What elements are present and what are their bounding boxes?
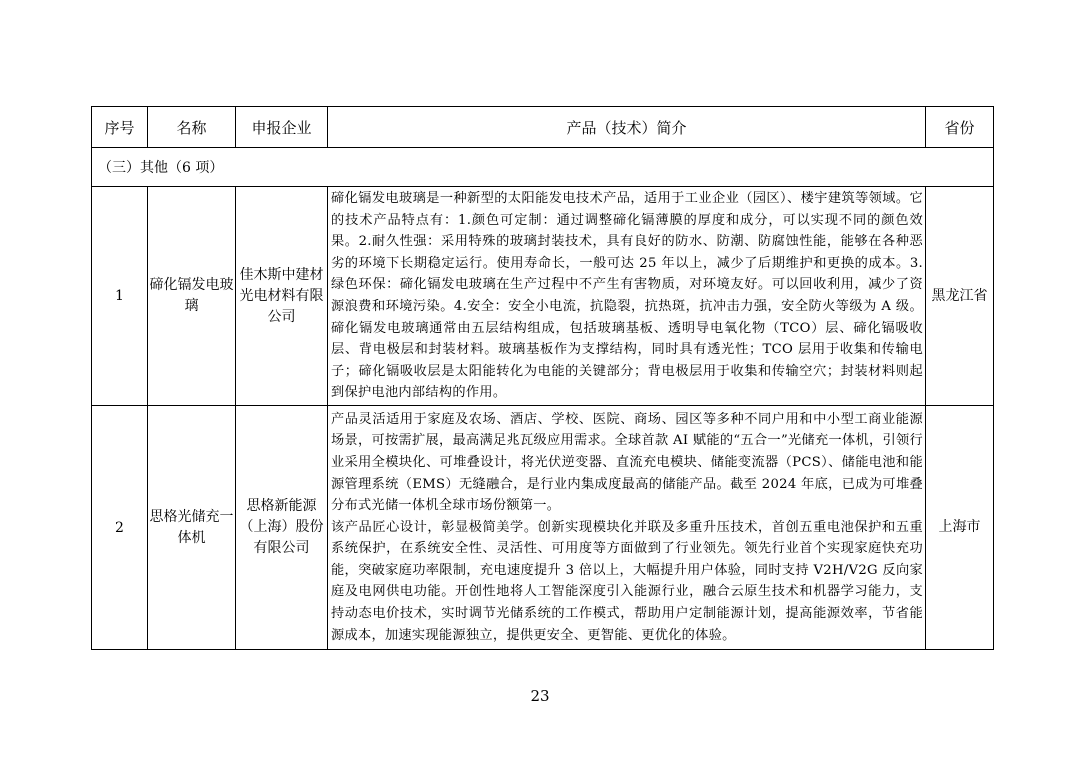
section-title: （三）其他（6 项） (92, 148, 994, 187)
province: 黑龙江省 (926, 187, 994, 406)
product-table (91, 106, 994, 650)
row-number: 2 (92, 406, 148, 650)
header-description: 产品（技术）简介 (328, 107, 926, 148)
company-name: 思格新能源（上海）股份有限公司 (236, 406, 328, 650)
description-paragraph: 产品灵活适用于家庭及农场、酒店、学校、医院、商场、园区等多种不同户用和中小型工商业能源场景，可按需扩展，最高满足兆瓦级应用需求。全球首款 AI 赋能的“五合一”光储充一体机，引领行业采用全模块化、可堆叠设计，将光伏逆变器、直流充电模块、储能变流器（PCS）、储能电池和能源管理系统（EMS）无缝融合，是行业内集成度最高的储能产品。截至 2024 年底，已成为可堆叠分布式光储一体机全球市场份额第一。 (331, 411, 923, 514)
header-name: 名称 (148, 107, 236, 148)
section-row (92, 148, 994, 187)
header-row (92, 107, 994, 148)
description-paragraph: 该产品匠心设计，彰显极简美学。创新实现模块化并联及多重升压技术，首创五重电池保护和五重系统保护，在系统安全性、灵活性、可用度等方面做到了行业领先。领先行业首个实现家庭快充功能，突破家庭功率限制，充电速度提升 3 倍以上，大幅提升用户体验，同时支持 V2H/V2G 反向家庭及电网供电功能。开创性地将人工智能深度引入能源行业，融合云原生技术和机器学习能力，支持动态电价技术，实时调节光储系统的工作模式，帮助用户定制能源计划，提高能源效率，节省能源成本，加速实现能源独立，提供更安全、更智能、更优化的体验。 (331, 519, 923, 643)
product-description (328, 187, 926, 406)
product-description (328, 406, 926, 650)
table-row (92, 406, 994, 650)
row-number: 1 (92, 187, 148, 406)
header-company: 申报企业 (236, 107, 328, 148)
company-name: 佳木斯中建材光电材料有限公司 (236, 187, 328, 406)
page-number: 23 (530, 687, 550, 705)
province: 上海市 (926, 406, 994, 650)
table-row (92, 187, 994, 406)
product-name: 碲化镉发电玻璃 (148, 187, 236, 406)
header-province: 省份 (926, 107, 994, 148)
product-name: 思格光储充一体机 (148, 406, 236, 650)
description-paragraph: 碲化镉发电玻璃是一种新型的太阳能发电技术产品，适用于工业企业（园区）、楼宇建筑等领域。它的技术产品特点有：1.颜色可定制：通过调整碲化镉薄膜的厚度和成分，可以实现不同的颜色效果。2.耐久性强：采用特殊的玻璃封装技术，具有良好的防水、防潮、防腐蚀性能，能够在各种恶劣的环境下长期稳定运行。使用寿命长，一般可达 25 年以上，减少了后期维护和更换的成本。3.绿色环保：碲化镉发电玻璃在生产过程中不产生有害物质，对环境友好。可以回收利用，减少了资源浪费和环境污染。4.安全：安全小电流，抗隐裂，抗热斑，抗冲击力强，安全防火等级为 A 级。碲化镉发电玻璃通常由五层结构组成，包括玻璃基板、透明导电氧化物（TCO）层、碲化镉吸收层、背电极层和封装材料。玻璃基板作为支撑结构，同时具有透光性；TCO 层用于收集和传输电子；碲化镉吸收层是太阳能转化为电能的关键部分；背电极层用于收集和传输空穴；封装材料则起到保护电池内部结构的作用。 (331, 191, 923, 401)
header-no: 序号 (92, 107, 148, 148)
